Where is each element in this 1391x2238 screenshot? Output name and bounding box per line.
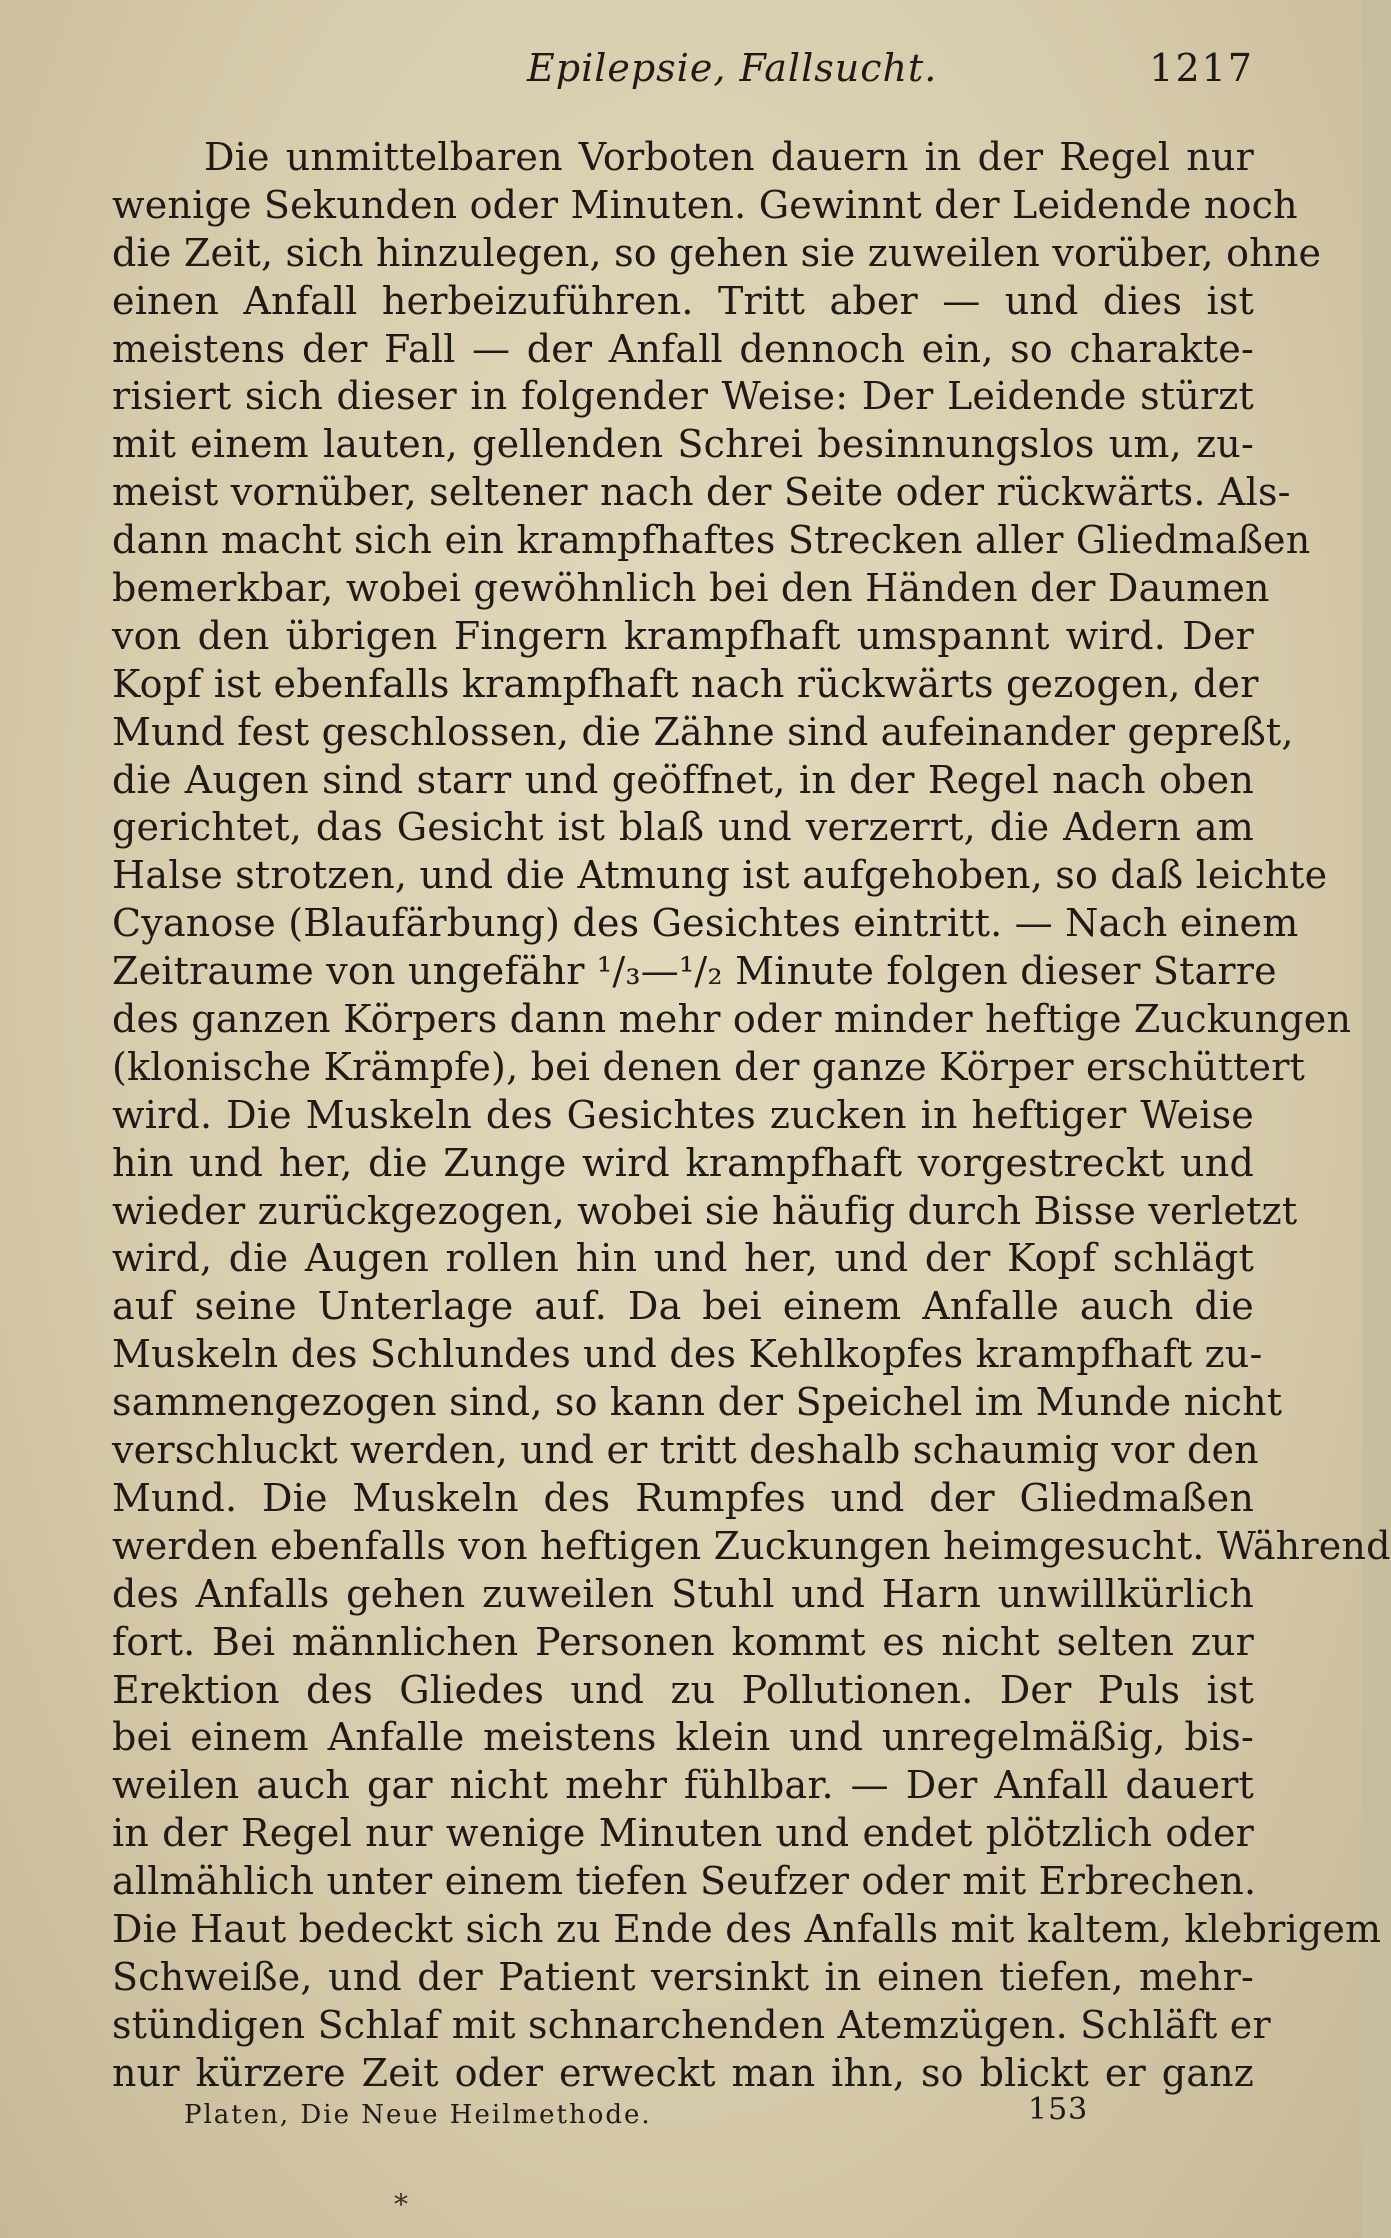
text-line: fort. Bei männlichen Personen kommt es nicht selten zur (112, 1619, 1254, 1664)
text-line: des ganzen Körpers dann mehr oder minder heftige Zuckungen (112, 997, 1352, 1042)
signature-number: 153 (1028, 2092, 1089, 2127)
text-line: Die Haut bedeckt sich zu Ende des Anfalls mit kaltem, klebrigem (112, 1906, 1382, 1951)
text-line: verschluckt werden, und er tritt deshalb schaumig vor den (112, 1428, 1259, 1473)
text-line: Muskeln des Schlundes und des Kehlkopfes krampfhaft zu- (112, 1332, 1263, 1377)
text-line: Mund fest geschlossen, die Zähne sind aufeinander gepreßt, (112, 709, 1294, 754)
text-line: des Anfalls gehen zuweilen Stuhl und Harn unwillkürlich (112, 1571, 1254, 1616)
page-header (112, 46, 1254, 106)
page-number: 1217 (1149, 46, 1254, 90)
text-line: nur kürzere Zeit oder erweckt man ihn, so blickt er ganz (112, 2050, 1254, 2095)
text-line: Kopf ist ebenfalls krampfhaft nach rückwärts gezogen, der (112, 661, 1259, 706)
text-line: wird. Die Muskeln des Gesichtes zucken in heftiger Weise (112, 1092, 1254, 1137)
text-line: Halse strotzen, und die Atmung ist aufgehoben, so daß leichte (112, 853, 1328, 898)
text-line: Schweiße, und der Patient versinkt in einen tiefen, mehr- (112, 1954, 1254, 1999)
imprint-line: Platen, Die Neue Heilmethode. (184, 2100, 652, 2130)
text-line: dann macht sich ein krampfhaftes Strecken aller Gliedmaßen (112, 518, 1311, 563)
text-line: wenige Sekunden oder Minuten. Gewinnt der Leidende noch (112, 182, 1298, 227)
text-line: die Zeit, sich hinzulegen, so gehen sie zuweilen vorüber, ohne (112, 230, 1322, 275)
text-line: meist vornüber, seltener nach der Seite oder rückwärts. Als- (112, 470, 1291, 515)
text-line: in der Regel nur wenige Minuten und endet plötzlich oder (112, 1811, 1254, 1856)
text-line: Mund. Die Muskeln des Rumpfes und der Gliedmaßen (112, 1475, 1254, 1520)
text-line: bei einem Anfalle meistens klein und unregelmäßig, bis- (112, 1715, 1254, 1760)
text-line: mit einem lauten, gellenden Schrei besinnungslos um, zu- (112, 422, 1254, 467)
text-line: sammengezogen sind, so kann der Speichel im Munde nicht (112, 1380, 1283, 1425)
text-line: (klonische Krämpfe), bei denen der ganze Körper erschüttert (112, 1044, 1306, 1089)
text-line: wird, die Augen rollen hin und her, und der Kopf schlägt (112, 1236, 1254, 1281)
text-line: Cyanose (Blaufärbung) des Gesichtes eintritt. — Nach einem (112, 901, 1299, 946)
printer-mark: * (394, 2188, 408, 2221)
text-line: weilen auch gar nicht mehr fühlbar. — Der Anfall dauert (112, 1763, 1254, 1808)
text-line: stündigen Schlaf mit schnarchenden Atemzügen. Schläft er (112, 2002, 1271, 2047)
text-line: risiert sich dieser in folgender Weise: Der Leidende stürzt (112, 374, 1254, 419)
text-line: Zeitraume von ungefähr ¹/₃—¹/₂ Minute folgen dieser Starre (112, 949, 1277, 994)
text-line: von den übrigen Fingern krampfhaft umspannt wird. Der (112, 613, 1254, 658)
text-line: meistens der Fall — der Anfall dennoch ein, so charakte- (112, 326, 1254, 371)
running-head: Epilepsie, Fallsucht. (527, 46, 938, 90)
page-footer (112, 2088, 1254, 2138)
text-line: Erektion des Gliedes und zu Pollutionen. Der Puls ist (112, 1667, 1254, 1712)
body-text (112, 134, 1391, 2098)
text-line: gerichtet, das Gesicht ist blaß und verzerrt, die Adern am (112, 805, 1254, 850)
text-line: allmählich unter einem tiefen Seufzer oder mit Erbrechen. (112, 1859, 1257, 1904)
text-line: einen Anfall herbeizuführen. Tritt aber — und dies ist (112, 278, 1254, 323)
text-line: bemerkbar, wobei gewöhnlich bei den Händen der Daumen (112, 566, 1270, 611)
text-line: die Augen sind starr und geöffnet, in der Regel nach oben (112, 757, 1254, 802)
text-line: auf seine Unterlage auf. Da bei einem Anfalle auch die (112, 1284, 1254, 1329)
text-line: Die unmittelbaren Vorboten dauern in der Regel nur (204, 135, 1254, 179)
text-line: wieder zurückgezogen, wobei sie häufig durch Bisse verletzt (112, 1188, 1298, 1233)
text-line: hin und her, die Zunge wird krampfhaft vorgestreckt und (112, 1140, 1254, 1185)
text-line: werden ebenfalls von heftigen Zuckungen heimgesucht. Während (112, 1523, 1391, 1568)
